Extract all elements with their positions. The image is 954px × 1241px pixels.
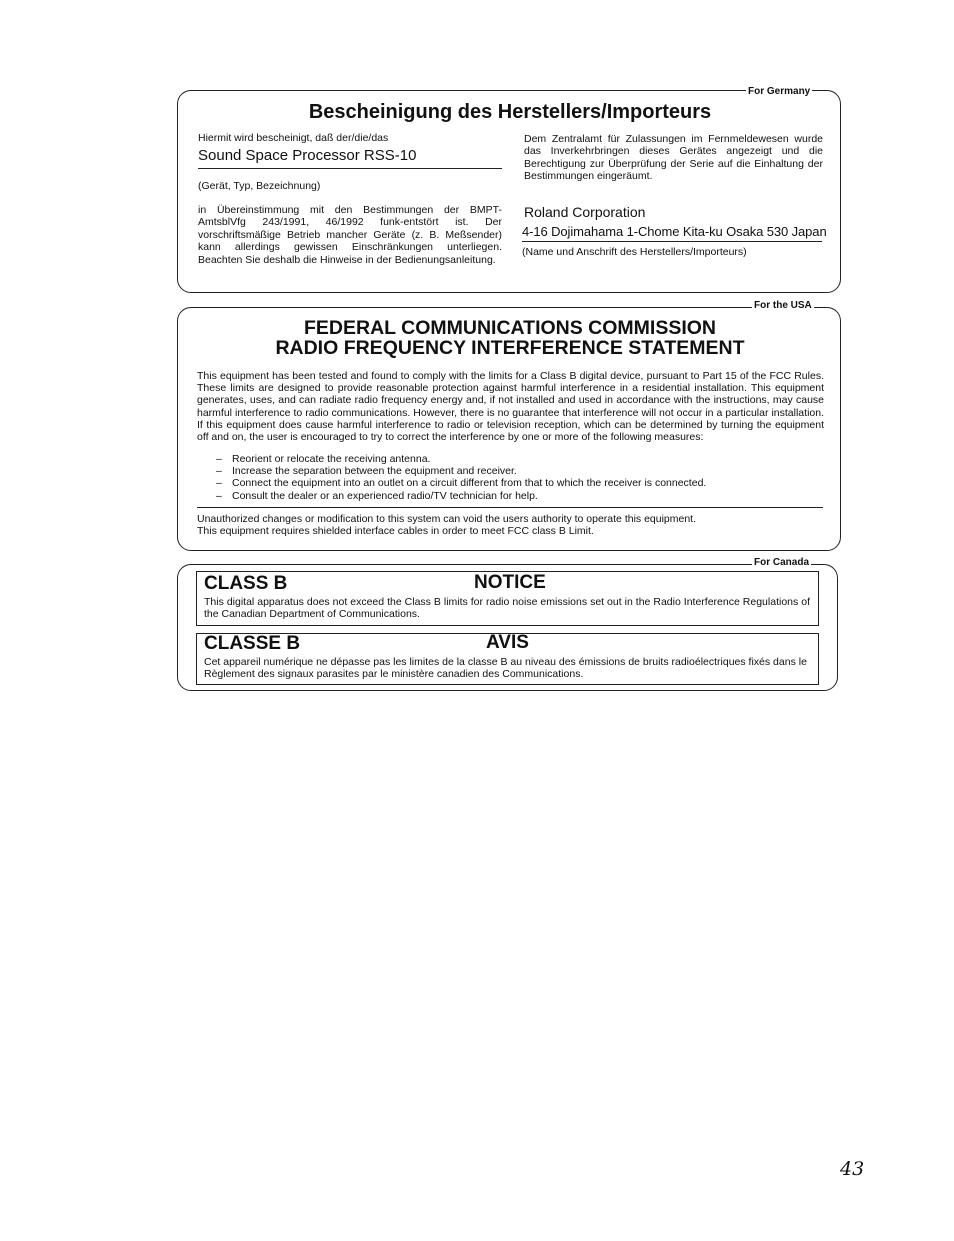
- canada-region-label: For Canada: [754, 557, 810, 568]
- fcc-measure-item: – Connect the equipment into an outlet on a circuit different from that to which the receiver is connected.: [216, 477, 826, 489]
- germany-region-label: For Germany: [748, 86, 811, 97]
- germany-device-name: Sound Space Processor RSS-10: [198, 147, 417, 164]
- germany-title: Bescheinigung des Herstellers/Importeurs: [308, 101, 712, 123]
- fcc-title-line-1: FEDERAL COMMUNICATIONS COMMISSION: [303, 317, 717, 339]
- fcc-title: [178, 318, 842, 358]
- canada-classe-heading: CLASSE B: [204, 633, 301, 654]
- germany-address: 4-16 Dojimahama 1-Chome Kita-ku Osaka 530 Japan: [522, 224, 827, 239]
- fcc-measure-item: – Increase the separation between the equipment and receiver.: [216, 465, 826, 477]
- page-number: 43: [840, 1158, 865, 1180]
- canada-notice-heading: NOTICE: [474, 572, 546, 593]
- fcc-title-line-2: RADIO FREQUENCY INTERFERENCE STATEMENT: [275, 337, 745, 359]
- germany-right-body: Dem Zentralamt für Zulassungen im Fernmeldewesen wurde das Inverkehrbringen dieses Gerätes angezeigt und die Berechtigung zur Überprüfung der Serie auf die Einhaltung der Bestimmungen eingeräumt.: [524, 133, 823, 183]
- canada-english-body: This digital apparatus does not exceed the Class B limits for radio noise emissions set out in the Radio Interference Regulations of the Canadian Department of Communications.: [204, 596, 810, 621]
- fcc-footer-line-2: This equipment requires shielded interface cables in order to meet FCC class B Limit.: [197, 525, 594, 537]
- germany-intro: Hiermit wird bescheinigt, daß der/die/das: [198, 132, 389, 144]
- germany-device-underline: [198, 168, 502, 169]
- fcc-measure-item: – Reorient or relocate the receiving antenna.: [216, 453, 826, 465]
- canada-french-body: Cet appareil numérique ne dépasse pas les limites de la classe B au niveau des émissions de bruits radioélectriques fixés dans le Règlement des signaux parasites par le ministère canadien des Communications.: [204, 656, 807, 681]
- germany-address-underline: [522, 241, 822, 242]
- canada-avis-heading: AVIS: [486, 632, 529, 653]
- fcc-divider: [197, 507, 823, 508]
- germany-device-caption: (Gerät, Typ, Bezeichnung): [198, 180, 321, 192]
- germany-company: Roland Corporation: [524, 204, 646, 220]
- germany-address-caption: (Name und Anschrift des Herstellers/Importeurs): [522, 246, 747, 258]
- fcc-measures-list: [216, 453, 826, 502]
- germany-left-body: in Übereinstimmung mit den Bestimmungen der BMPT-AmtsblVfg 243/1991, 46/1992 funk-entstört ist. Der vorschriftsmäßige Betrieb mancher Geräte (z. B. Meßsender) kann allerdings gewissen Einschränkungen unterliegen. Beachten Sie deshalb die Hinweise in der Bedienungsanleitung.: [198, 204, 502, 266]
- fcc-measure-item: – Consult the dealer or an experienced radio/TV technician for help.: [216, 490, 826, 502]
- fcc-body: This equipment has been tested and found to comply with the limits for a Class B digital device, pursuant to Part 15 of the FCC Rules. These limits are designed to provide reasonable protection against harmful interference in a residential installation. This equipment generates, uses, and can radiate radio frequency energy and, if not installed and used in accordance with the instructions, may cause harmful interference to radio communications. However, there is no guarantee that interference will not occur in a particular installation. If this equipment does cause harmful interference to radio or television reception, which can be determined by turning the equipment off and on, the user is encouraged to try to correct the interference by one or more of the following measures:: [197, 370, 824, 444]
- canada-class-heading: CLASS B: [204, 573, 288, 594]
- usa-region-label: For the USA: [754, 300, 812, 311]
- fcc-footer-line-1: Unauthorized changes or modification to this system can void the users authority to operate this equipment.: [197, 513, 697, 525]
